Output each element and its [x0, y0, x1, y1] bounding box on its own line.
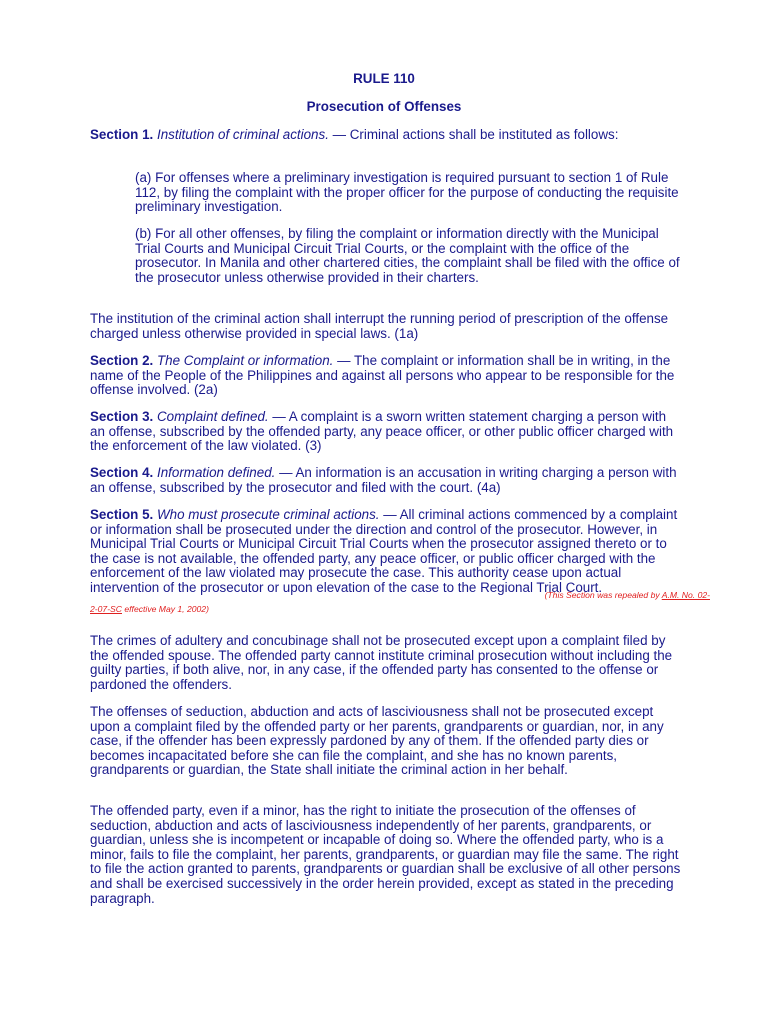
section-5-title: Who must prosecute criminal actions.: [157, 507, 380, 522]
rule-subtitle: Prosecution of Offenses: [306, 99, 462, 114]
section-2-title: The Complaint or information.: [157, 353, 334, 368]
section-1-label: Section 1.: [90, 127, 154, 142]
section-5-label: Section 5.: [90, 507, 154, 522]
repeal-note-link-cont[interactable]: 2-07-SC: [90, 604, 122, 614]
section-5-paragraph-2: The crimes of adultery and concubinage shall not be prosecuted except upon a complaint filed by the offended spouse. The offended party cannot institute criminal prosecution without including the guilty parties, if both alive, nor, in any case, if the offended party has consented to the offense or pardoned the offenders.: [90, 633, 673, 692]
repeal-note-link[interactable]: A.M. No. 02-: [661, 590, 710, 600]
section-4-label: Section 4.: [90, 465, 154, 480]
section-5-text: — All criminal actions commenced by a complaint or information shall be prosecuted under the direction and control of the prosecutor. However, in Municipal Trial Courts or Municipal Circuit Trial Courts when the prosecutor assigned thereto or to the case is not available, the offended party, any peace officer, or public officer charged with the enforcement of the law violated may prosecute the case. This authority cease upon actual intervention of the prosecutor or upon elevation of the case to the Regional Trial Court.: [90, 507, 678, 595]
section-1: [90, 128, 682, 143]
section-5-paragraph-3: The offenses of seduction, abduction and acts of lasciviousness shall not be prosecuted except upon a complaint filed by the offended party or her parents, grandparents or guardian, nor, in any case, if the offender has been expressly pardoned by any of them. If the offended party dies or becomes incapacitated before she can file the complaint, and she has no known parents, grandparents or guardian, the State shall initiate the criminal action in her behalf.: [90, 704, 664, 778]
section-5-paragraph-4: The offended party, even if a minor, has the right to initiate the prosecution of the offenses of seduction, abduction and acts of lasciviousness independently of her parents, grandparents, or guardian, unless she is incompetent or incapable of doing so. Where the offended party, who is a minor, fails to file the complaint, her parents, grandparents, or guardian may file the same. The right to file the action granted to parents, grandparents or guardian shall be exclusive of all other persons and shall be exercised successively in the order herein provided, except as stated in the preceding paragraph.: [90, 803, 681, 906]
section-2-text: — The complaint or information shall be in writing, in the name of the People of the Philippines and against all persons who appear to be responsible for the offense involved. (2a): [90, 353, 675, 398]
rule-title: RULE 110: [353, 71, 415, 86]
section-4-title: Information defined.: [157, 465, 276, 480]
section-2: [90, 354, 682, 398]
section-2-label: Section 2.: [90, 353, 154, 368]
section-1-text: — Criminal actions shall be instituted as follows:: [328, 127, 619, 142]
repeal-note-prefix: (This Section was repealed by: [544, 590, 662, 600]
section-1-item-a: (a) For offenses where a preliminary investigation is required pursuant to section 1 of Rule 112, by filing the complaint with the proper officer for the purpose of conducting the requisite preliminary investigation.: [135, 170, 679, 215]
section-1-item-b: (b) For all other offenses, by filing the complaint or information directly with the Municipal Trial Courts and Municipal Circuit Trial Courts, or the complaint with the office of the prosecutor. In Manila and other chartered cities, the complaint shall be filed with the office of the prosecutor unless otherwise provided in their charters.: [135, 226, 680, 285]
section-3: [90, 410, 682, 454]
section-5: [90, 508, 682, 596]
section-3-text: — A complaint is a sworn written statement charging a person with an offense, subscribed by the offended party, any peace officer, or other public officer charged with the enforcement of the law violated. (3): [90, 409, 674, 454]
section-1-closing: The institution of the criminal action shall interrupt the running period of prescription of the offense charged unless otherwise provided in special laws. (1a): [90, 311, 669, 341]
repeal-note-suffix: effective May 1, 2002): [122, 604, 209, 614]
section-1-title: Institution of criminal actions.: [157, 127, 329, 142]
section-3-title: Complaint defined.: [157, 409, 269, 424]
section-4: [90, 466, 682, 495]
section-4-text: — An information is an accusation in writing charging a person with an offense, subscribed by the prosecutor and filed with the court. (4a): [90, 465, 677, 495]
repeal-note: [90, 590, 710, 600]
repeal-note-continuation: [90, 604, 209, 614]
section-3-label: Section 3.: [90, 409, 154, 424]
